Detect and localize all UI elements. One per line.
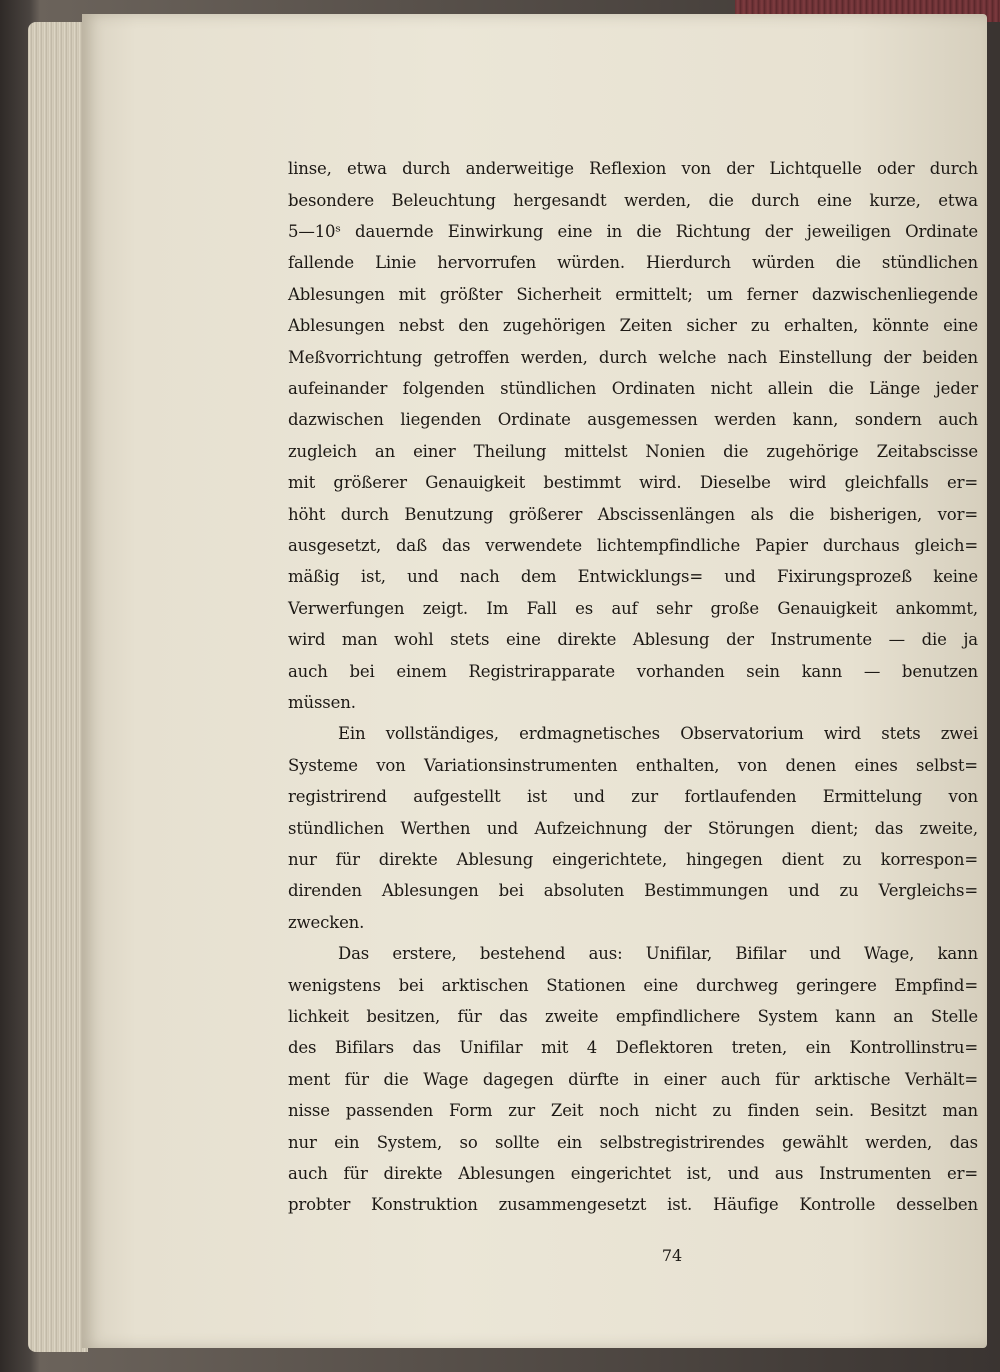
text-line: direnden Ablesungen bei absoluten Bestimmungen und zu Vergleichs=: [288, 881, 978, 900]
text-line: ment für die Wage dagegen dürfte in einer auch für arktische Verhält=: [288, 1070, 978, 1089]
page-number: 74: [661, 1246, 683, 1265]
text-line: auch für direkte Ablesungen eingerichtet ist, und aus Instrumenten er=: [288, 1164, 978, 1183]
page-edges: [28, 22, 88, 1352]
paragraph-start-line: Das erstere, bestehend aus: Unifilar, Bifilar und Wage, kann: [338, 944, 978, 963]
text-line: mäßig ist, und nach dem Entwicklungs= und Fixirungsprozeß keine: [288, 567, 978, 586]
text-line: linse, etwa durch anderweitige Reflexion von der Lichtquelle oder durch: [288, 159, 978, 178]
text-line: Systeme von Variationsinstrumenten enthalten, von denen eines selbst=: [288, 756, 978, 775]
text-line: zugleich an einer Theilung mittelst Nonien die zugehörige Zeitabscisse: [288, 442, 978, 461]
text-line: nur für direkte Ablesung eingerichtete, hingegen dient zu korrespon=: [288, 850, 978, 869]
paragraph-start-line: Ein vollständiges, erdmagnetisches Observatorium wird stets zwei: [338, 724, 978, 743]
text-line: Verwerfungen zeigt. Im Fall es auf sehr große Genauigkeit ankommt,: [288, 599, 978, 618]
text-line: lichkeit besitzen, für das zweite empfindlichere System kann an Stelle: [288, 1007, 978, 1026]
text-line: stündlichen Werthen und Aufzeichnung der Störungen dient; das zweite,: [288, 819, 978, 838]
text-line: dazwischen liegenden Ordinate ausgemessen werden kann, sondern auch: [288, 410, 978, 429]
text-line: wenigstens bei arktischen Stationen eine durchweg geringere Empfind=: [288, 976, 978, 995]
text-line: fallende Linie hervorrufen würden. Hierdurch würden die stündlichen: [288, 253, 978, 272]
text-line: Ablesungen mit größter Sicherheit ermittelt; um ferner dazwischenliegende: [288, 285, 978, 304]
text-line: müssen.: [288, 693, 356, 712]
text-line: aufeinander folgenden stündlichen Ordinaten nicht allein die Länge jeder: [288, 379, 978, 398]
text-line: besondere Beleuchtung hergesandt werden, die durch eine kurze, etwa: [288, 191, 978, 210]
text-line: des Bifilars das Unifilar mit 4 Deflektoren treten, ein Kontrollinstru=: [288, 1038, 978, 1057]
text-line: ausgesetzt, daß das verwendete lichtempfindliche Papier durchaus gleich=: [288, 536, 978, 555]
text-line: nisse passenden Form zur Zeit noch nicht zu finden sein. Besitzt man: [288, 1101, 978, 1120]
text-line: nur ein System, so sollte ein selbstregistrirendes gewählt werden, das: [288, 1133, 978, 1152]
book-page: [82, 14, 987, 1348]
text-line: Meßvorrichtung getroffen werden, durch welche nach Einstellung der beiden: [288, 348, 978, 367]
text-line: auch bei einem Registrirapparate vorhanden sein kann — benutzen: [288, 662, 978, 681]
text-line: mit größerer Genauigkeit bestimmt wird. Dieselbe wird gleichfalls er=: [288, 473, 978, 492]
text-line: 5—10ˢ dauernde Einwirkung eine in die Richtung der jeweiligen Ordinate: [288, 222, 978, 241]
text-line: höht durch Benutzung größerer Abscissenlängen als die bisherigen, vor=: [288, 505, 978, 524]
text-line: wird man wohl stets eine direkte Ablesung der Instrumente — die ja: [288, 630, 978, 649]
text-line: registrirend aufgestellt ist und zur fortlaufenden Ermittelung von: [288, 787, 978, 806]
text-line: probter Konstruktion zusammengesetzt ist. Häufige Kontrolle desselben: [288, 1195, 978, 1214]
text-line: Ablesungen nebst den zugehörigen Zeiten sicher zu erhalten, könnte eine: [288, 316, 978, 335]
text-line: zwecken.: [288, 913, 365, 932]
